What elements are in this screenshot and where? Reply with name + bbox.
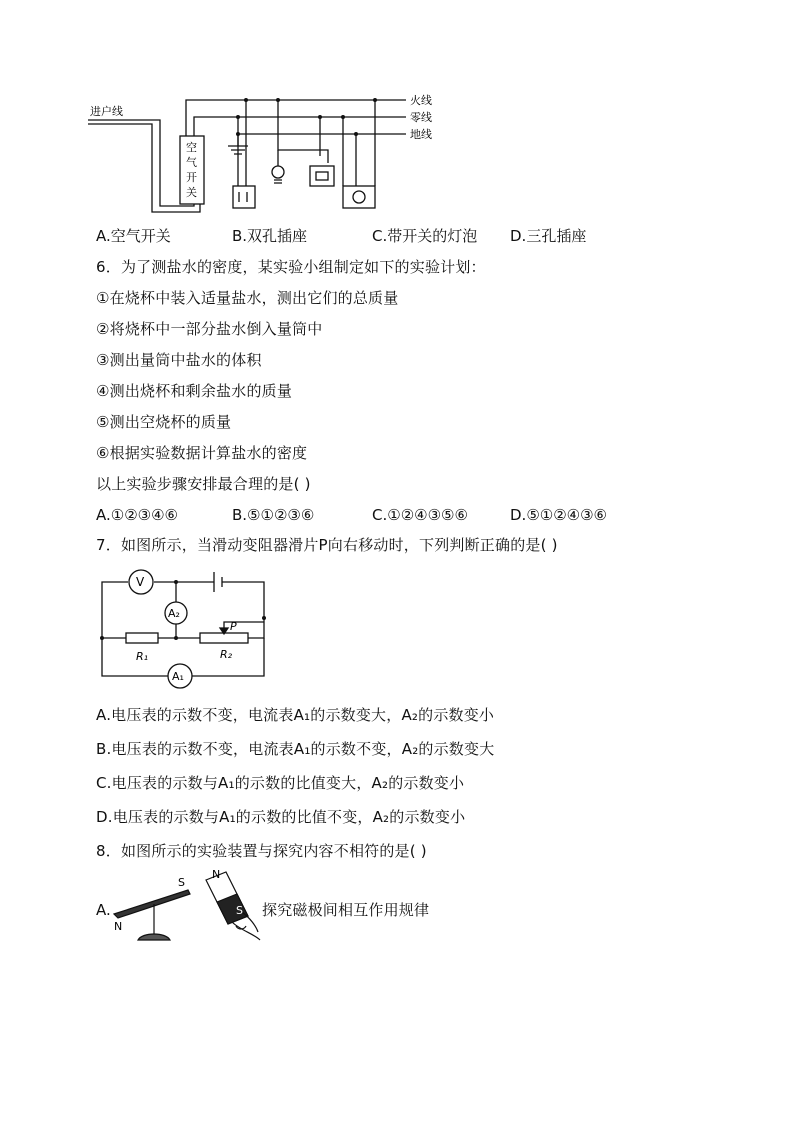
q7-option-b: B.电压表的示数不变，电流表A₁的示数不变，A₂的示数变大 — [96, 740, 495, 758]
breaker-label-4: 关 — [186, 186, 197, 199]
neutral-wire-label: 零线 — [410, 111, 432, 124]
ammeter-a1-label: A₁ — [172, 670, 184, 683]
q7-option-a: A.电压表的示数不变，电流表A₁的示数变大，A₂的示数变小 — [96, 706, 495, 724]
resistor-r1-label: R₁ — [136, 650, 149, 663]
voltmeter-label: V — [136, 575, 145, 589]
q7-option-d: D.电压表的示数与A₁的示数的比值不变，A₂的示数变小 — [96, 808, 466, 826]
q7-option-c: C.电压表的示数与A₁的示数的比值变大，A₂的示数变小 — [96, 774, 465, 792]
household-wiring-figure — [88, 88, 448, 216]
q5-option-d: D.三孔插座 — [510, 227, 587, 245]
q6-step-1: ①在烧杯中装入适量盐水，测出它们的总质量 — [96, 289, 399, 307]
q6-step-6: ⑥根据实验数据计算盐水的密度 — [96, 444, 308, 462]
circuit-figure — [96, 566, 272, 690]
breaker-label-3: 开 — [186, 171, 197, 184]
q6-option-a: A.①②③④⑥ — [96, 506, 179, 524]
needle-s-label: S — [178, 876, 185, 889]
q6-option-d: D.⑤①②④③⑥ — [510, 506, 608, 524]
q5-option-a: A.空气开关 — [96, 227, 171, 245]
live-wire-label: 火线 — [410, 94, 432, 107]
q5-option-b: B.双孔插座 — [232, 227, 308, 245]
magnet-s-label: S — [236, 904, 243, 917]
resistor-r2-label: R₂ — [220, 648, 233, 661]
q6-stem: 6．为了测盐水的密度，某实验小组制定如下的实验计划： — [96, 258, 486, 276]
q6-step-4: ④测出烧杯和剩余盐水的质量 — [96, 382, 293, 400]
inlet-label: 进户线 — [90, 105, 123, 118]
q8-option-a-text: 探究磁极间相互作用规律 — [262, 901, 430, 919]
q5-option-c: C.带开关的灯泡 — [372, 227, 478, 245]
q6-step-5: ⑤测出空烧杯的质量 — [96, 413, 232, 431]
q6-step-2: ②将烧杯中一部分盐水倒入量筒中 — [96, 320, 323, 338]
q7-stem: 7．如图所示，当滑动变阻器滑片P向右移动时，下列判断正确的是( ) — [96, 536, 558, 554]
q6-question: 以上实验步骤安排最合理的是( ) — [96, 475, 311, 493]
breaker-label-2: 气 — [186, 156, 197, 169]
q8-option-a-label: A. — [96, 901, 111, 919]
magnet-n-label: N — [212, 868, 221, 881]
magnet-figure — [108, 868, 264, 944]
q6-option-b: B.⑤①②③⑥ — [232, 506, 315, 524]
needle-n-label: N — [114, 920, 123, 933]
slider-p-label: P — [230, 620, 237, 633]
earth-wire-label: 地线 — [410, 128, 432, 141]
q6-option-c: C.①②④③⑤⑥ — [372, 506, 468, 524]
breaker-label-1: 空 — [186, 141, 197, 154]
q8-stem: 8．如图所示的实验装置与探究内容不相符的是( ) — [96, 842, 427, 860]
ammeter-a2-label: A₂ — [168, 607, 180, 620]
q6-step-3: ③测出量筒中盐水的体积 — [96, 351, 262, 369]
